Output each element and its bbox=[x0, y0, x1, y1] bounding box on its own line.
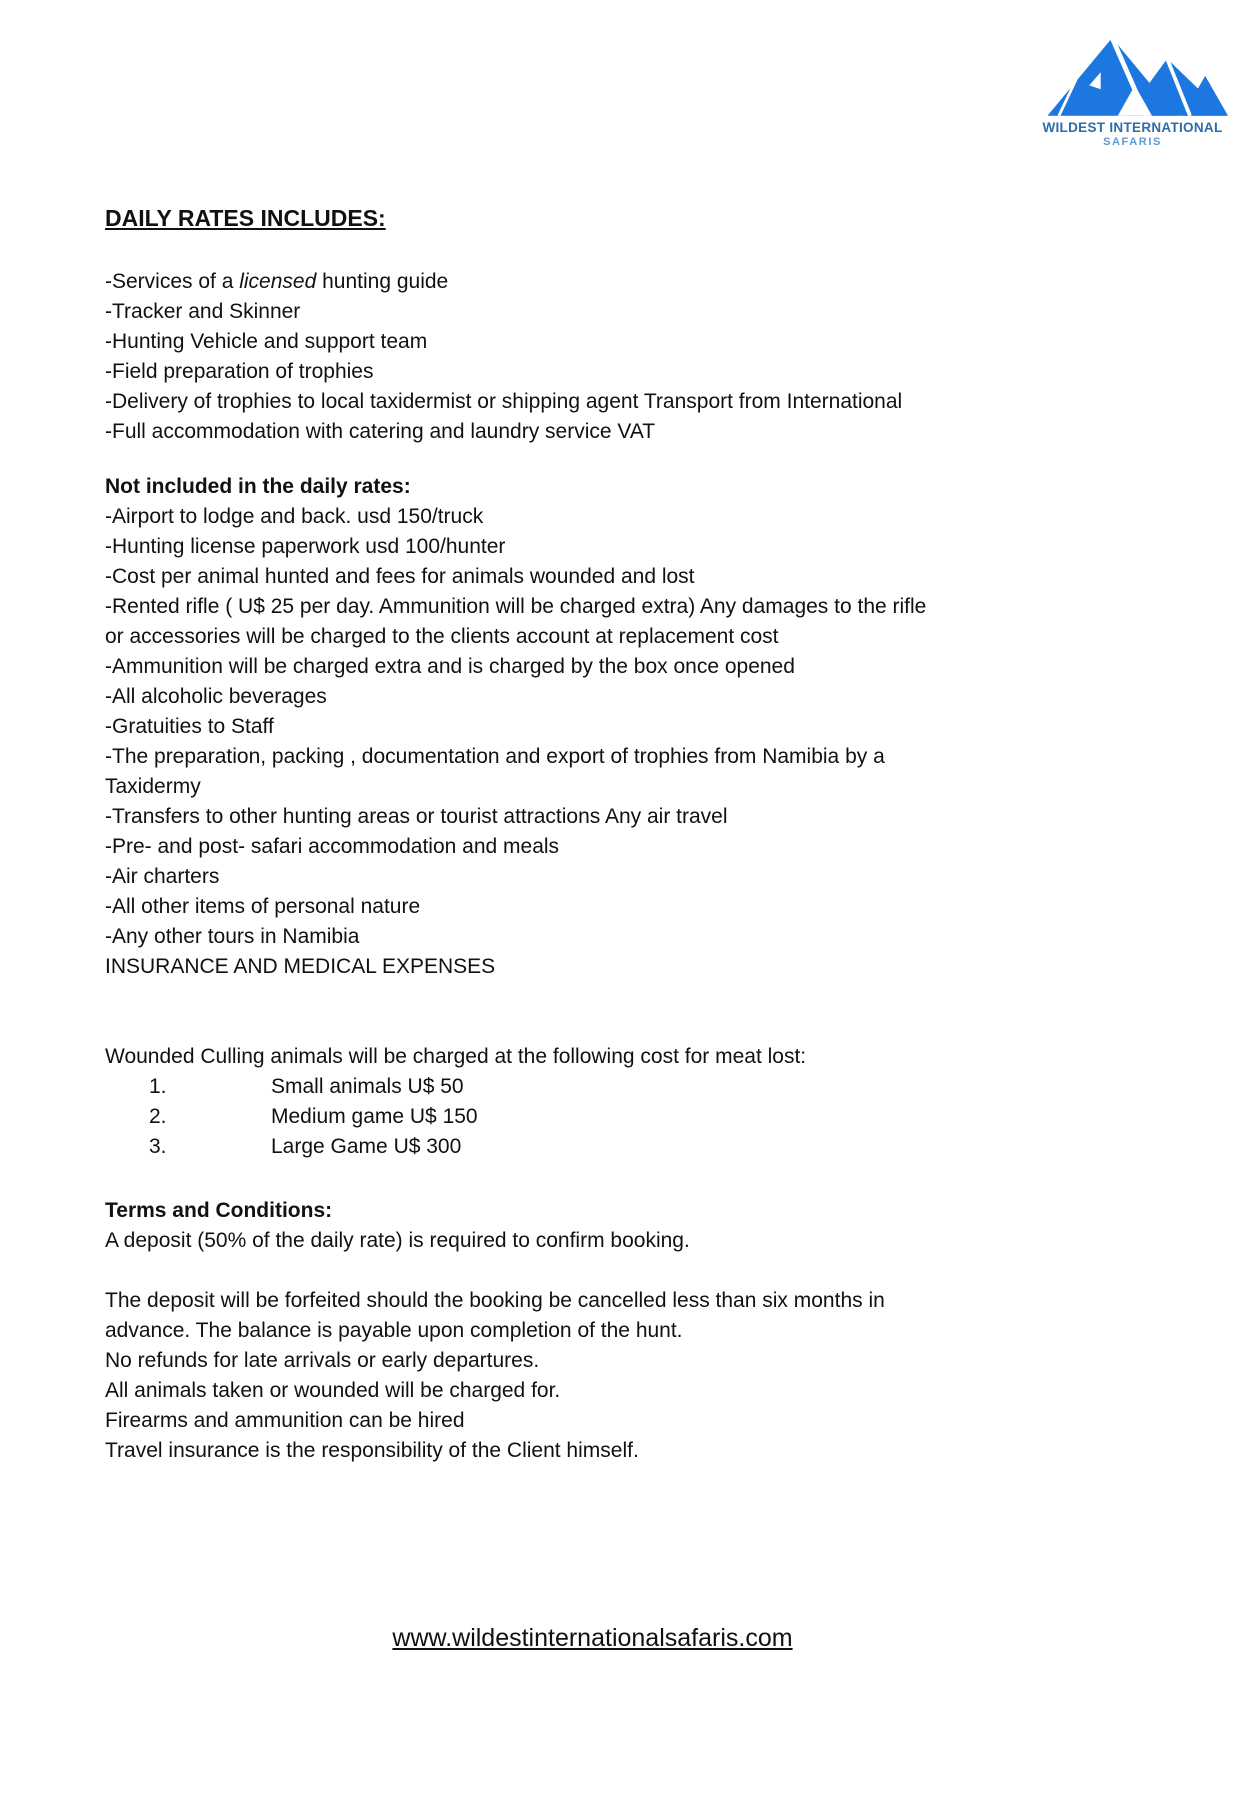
terms-line: All animals taken or wounded will be charged for. bbox=[105, 1379, 561, 1402]
list-item-text: hunting guide bbox=[316, 270, 449, 293]
terms-deposit-line: A deposit (50% of the daily rate) is required to confirm booking. bbox=[105, 1229, 690, 1252]
list-item: -Transfers to other hunting areas or tourist attractions Any air travel bbox=[105, 805, 728, 828]
list-item: -Rented rifle ( U$ 25 per day. Ammunition will be charged extra) Any damages to the rifle bbox=[105, 595, 927, 618]
not-included-list bbox=[105, 502, 1167, 982]
item-number: 2. bbox=[149, 1105, 167, 1128]
wounded-culling-section bbox=[105, 1042, 1167, 1162]
terms-heading: Terms and Conditions: bbox=[105, 1199, 333, 1222]
wounded-culling-intro: Wounded Culling animals will be charged at the following cost for meat lost: bbox=[105, 1045, 807, 1068]
list-item: -Cost per animal hunted and fees for animals wounded and lost bbox=[105, 565, 695, 588]
list-item: -Hunting Vehicle and support team bbox=[105, 330, 428, 353]
list-item: -All alcoholic beverages bbox=[105, 685, 327, 708]
logo-title: WILDEST INTERNATIONAL bbox=[1042, 120, 1223, 135]
list-item: -Tracker and Skinner bbox=[105, 300, 301, 323]
numbered-item bbox=[105, 1132, 1167, 1162]
footer bbox=[105, 1622, 1080, 1654]
item-text: Small animals U$ 50 bbox=[271, 1075, 464, 1098]
terms-line: The deposit will be forfeited should the booking be cancelled less than six months in bbox=[105, 1289, 885, 1312]
numbered-item bbox=[105, 1072, 1167, 1102]
list-item: INSURANCE AND MEDICAL EXPENSES bbox=[105, 955, 496, 978]
daily-rates-heading: DAILY RATES INCLUDES: bbox=[105, 205, 386, 231]
item-number: 1. bbox=[149, 1075, 167, 1098]
terms-section bbox=[105, 1196, 1167, 1466]
list-item: -All other items of personal nature bbox=[105, 895, 421, 918]
numbered-item bbox=[105, 1102, 1167, 1132]
terms-paragraph bbox=[105, 1286, 1167, 1466]
list-item: -Pre- and post- safari accommodation and meals bbox=[105, 835, 560, 858]
terms-line: No refunds for late arrivals or early departures. bbox=[105, 1349, 540, 1372]
website-link[interactable]: www.wildestinternationalsafaris.com bbox=[392, 1624, 793, 1652]
italic-word: licensed bbox=[239, 270, 317, 293]
list-item: -Ammunition will be charged extra and is charged by the box once opened bbox=[105, 655, 795, 678]
list-item: -Gratuities to Staff bbox=[105, 715, 274, 738]
list-item: -Delivery of trophies to local taxidermist or shipping agent Transport from International bbox=[105, 390, 903, 413]
logo-subtitle: SAFARIS bbox=[1103, 136, 1162, 148]
not-included-heading: Not included in the daily rates: bbox=[105, 475, 411, 498]
list-item: or accessories will be charged to the clients account at replacement cost bbox=[105, 625, 779, 648]
terms-line: Firearms and ammunition can be hired bbox=[105, 1409, 465, 1432]
item-number: 3. bbox=[149, 1135, 167, 1158]
list-item: Taxidermy bbox=[105, 775, 201, 798]
list-item: -Air charters bbox=[105, 865, 220, 888]
list-item bbox=[105, 267, 1167, 297]
terms-line: Travel insurance is the responsibility of the Client himself. bbox=[105, 1439, 639, 1462]
item-text: Medium game U$ 150 bbox=[271, 1105, 478, 1128]
list-item: -Any other tours in Namibia bbox=[105, 925, 360, 948]
list-item: -Full accommodation with catering and laundry service VAT bbox=[105, 420, 656, 443]
daily-rates-list bbox=[105, 267, 1167, 447]
item-text: Large Game U$ 300 bbox=[271, 1135, 462, 1158]
list-item-text: -Services of a bbox=[105, 270, 240, 293]
list-item: -The preparation, packing , documentation and export of trophies from Namibia by a bbox=[105, 745, 885, 768]
list-item: -Field preparation of trophies bbox=[105, 360, 374, 383]
list-item: -Airport to lodge and back. usd 150/truck bbox=[105, 505, 484, 528]
terms-line: advance. The balance is payable upon completion of the hunt. bbox=[105, 1319, 683, 1342]
list-item: -Hunting license paperwork usd 100/hunter bbox=[105, 535, 506, 558]
